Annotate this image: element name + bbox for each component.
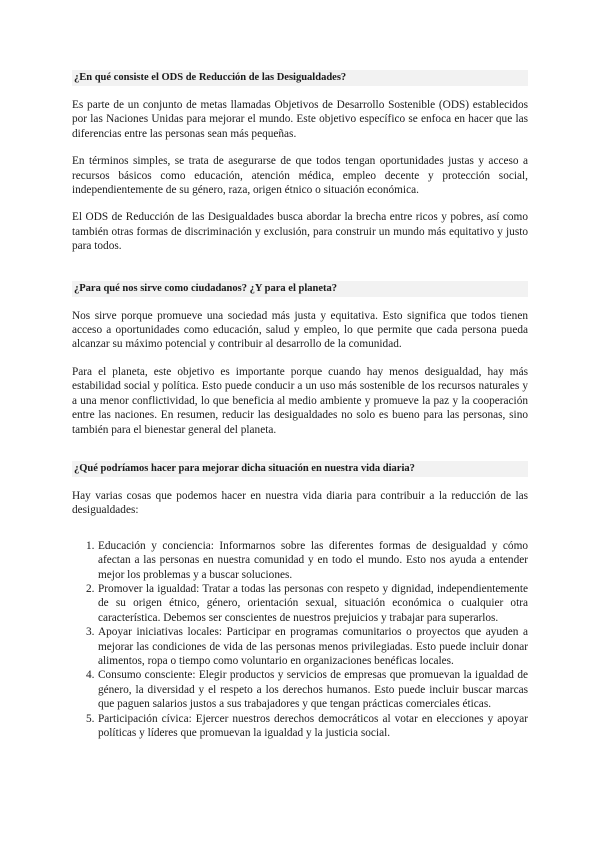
list-item bbox=[72, 625, 528, 668]
list-item-text: Participación cívica: Ejercer nuestros derechos democráticos al votar en elecciones y apoyar políticas y líderes que promuevan la igualdad y la justicia social. bbox=[98, 712, 528, 739]
list-number: 4. bbox=[86, 669, 95, 682]
section-heading-vida-diaria: ¿Qué podríamos hacer para mejorar dicha situación en nuestra vida diaria? bbox=[72, 461, 528, 477]
paragraph: Hay varias cosas que podemos hacer en nuestra vida diaria para contribuir a la reducción de las desigualdades: bbox=[72, 489, 528, 517]
list-number: 1. bbox=[86, 539, 95, 552]
list-item-text: Consumo consciente: Elegir productos y servicios de empresas que promuevan la igualdad de género, la diversidad y el respeto a los derechos humanos. Esto puede incluir buscar marcas que paguen salarios justos a sus trabajadores y que tengan prácticas comerciales éticas. bbox=[98, 669, 528, 711]
list-item bbox=[72, 668, 528, 711]
list-item bbox=[72, 582, 528, 625]
list-item-text: Promover la igualdad: Tratar a todas las personas con respeto y dignidad, independientemente de su origen étnico, género, orientación sexual, situación económica o cualquier otra característica. Debemos ser conscientes de nuestros prejuicios y trabajar para superarlos. bbox=[98, 582, 528, 624]
list-item-text: Educación y conciencia: Informarnos sobre las diferentes formas de desigualdad y cómo afectan a las personas en nuestra comunidad y en todo el mundo. Esto nos ayuda a entender mejor los problemas y a buscar soluciones. bbox=[98, 539, 528, 581]
paragraph: Es parte de un conjunto de metas llamadas Objetivos de Desarrollo Sostenible (ODS) establecidos por las Naciones Unidas para mejorar el mundo. Este objetivo específico se enfoca en hacer que las diferencias entre las personas sean más pequeñas. bbox=[72, 99, 528, 140]
section-heading-ciudadanos: ¿Para qué nos sirve como ciudadanos? ¿Y para el planeta? bbox=[72, 281, 528, 297]
list-item bbox=[72, 712, 528, 741]
list-number: 3. bbox=[86, 626, 95, 639]
list-item-text: Apoyar iniciativas locales: Participar en programas comunitarios o proyectos que ayuden a mejorar las condiciones de vida de las personas menos privilegiadas. Esto puede incluir donar alimentos, ropa o tiempo como voluntario en organizaciones benéficas locales. bbox=[98, 626, 528, 667]
paragraph: Para el planeta, este objetivo es importante porque cuando hay menos desigualdad, hay más estabilidad social y política. Esto puede conducir a un uso más sostenible de los recursos naturales y a una menor conflictividad, lo que beneficia al medio ambiente y promueve la paz y la cooperación entre las naciones. En resumen, reducir las desigualdades no solo es bueno para las personas, sino también para el bienestar general del planeta. bbox=[72, 365, 528, 436]
section-heading-ods: ¿En qué consiste el ODS de Reducción de las Desigualdades? bbox=[72, 70, 528, 86]
paragraph: En términos simples, se trata de asegurarse de que todos tengan oportunidades justas y acceso a recursos básicos como educación, atención médica, empleo decente y protección social, independientemente de su género, raza, origen étnico o situación económica. bbox=[72, 155, 528, 197]
list-number: 2. bbox=[86, 582, 95, 595]
paragraph: El ODS de Reducción de las Desigualdades busca abordar la brecha entre ricos y pobres, así como también otras formas de discriminación y exclusión, para construir un mundo más equitativo y justo para todos. bbox=[72, 211, 528, 253]
document-page bbox=[72, 70, 528, 740]
list-item bbox=[72, 539, 528, 582]
list-number: 5. bbox=[86, 712, 95, 725]
paragraph: Nos sirve porque promueve una sociedad más justa y equitativa. Esto significa que todos tienen acceso a oportunidades como educación, salud y empleo, lo que permite que cada persona pueda alcanzar su máximo potencial y contribuir al desarrollo de la comunidad. bbox=[72, 309, 528, 351]
action-list bbox=[72, 539, 528, 741]
